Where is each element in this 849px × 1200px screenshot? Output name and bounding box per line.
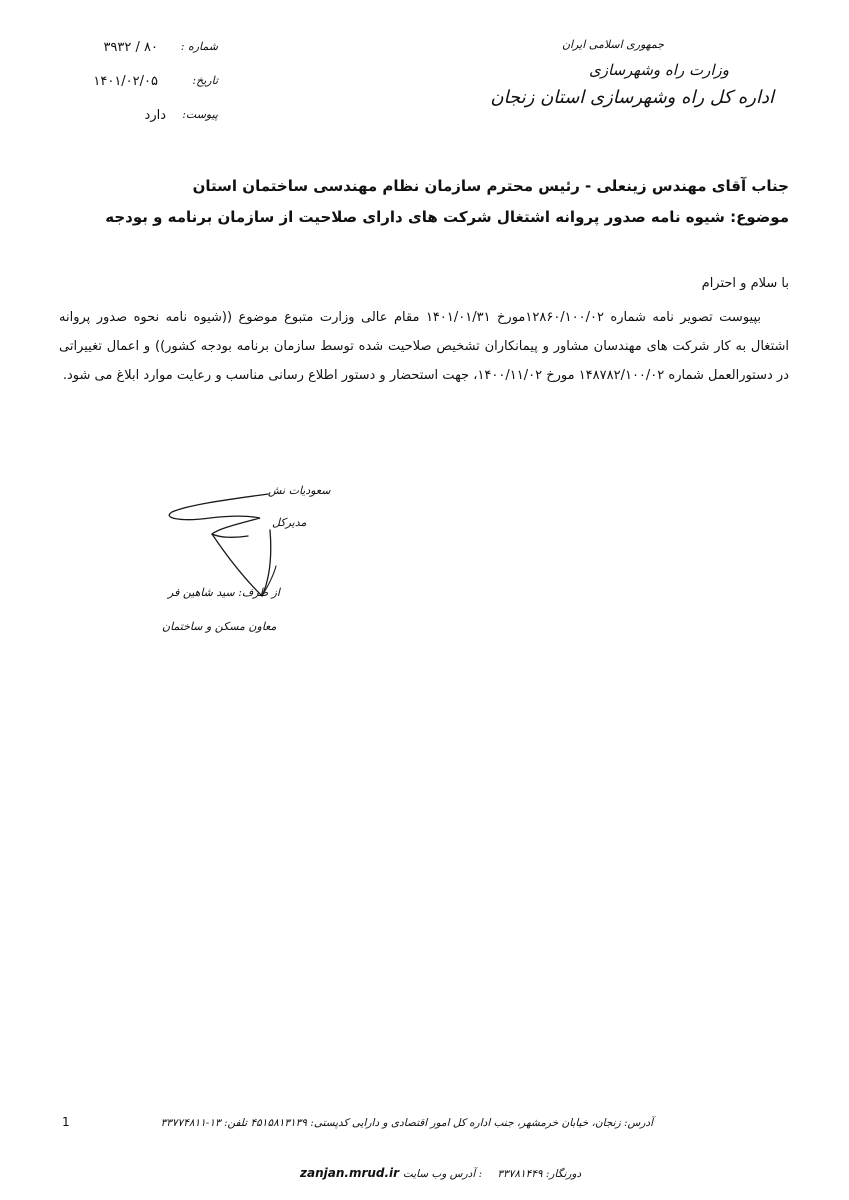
body-paragraph: بپیوست تصویر نامه شماره ۱۲۸۶۰/۱۰۰/۰۲مورخ ۱۴۰۱/۰۱/۳۱ مقام عالی وزارت متبوع موضوع ((شیوه نامه نحوه صدور پروانه اشتغال به کار شرکت های مهندسان مشاور و پیمانکاران تشخیص صلاحیت شده توسط سازمان برنامه بودجه کشور)) و اعمال تغییراتی در دستورالعمل شماره ۱۴۸۷۸۲/۱۰۰/۰۲ مورخ ۱۴۰۰/۱۱/۰۲، جهت استحضار و دستور اطلاع رسانی مناسب و رعایت موارد ابلاغ می شود. <box>59 310 789 383</box>
footer-address: آدرس: زنجان، خیابان خرمشهر، جنب اداره کل امور اقتصادی و دارایی کدپستی: ۴۵۱۵۸۱۳۱۳۹ تلفن: ۱۳-۳۳۷۷۴۸۱۱ <box>160 1117 653 1129</box>
meta-attachment-row <box>58 108 218 128</box>
letterhead-ministry: وزارت راه وشهرسازی <box>589 61 729 79</box>
letter-body <box>59 303 789 390</box>
footer-website-label: : آدرس وب سایت <box>402 1168 483 1180</box>
meta-date-row <box>58 74 218 94</box>
signature-block <box>150 478 350 648</box>
signature-on-behalf: از طرف: سید شاهین فر <box>168 586 280 599</box>
letterhead-country: جمهوری اسلامی ایران <box>561 38 664 51</box>
footer-web <box>300 1166 581 1180</box>
letterhead <box>454 38 774 108</box>
subject-line: موضوع: شیوه نامه صدور پروانه اشتغال شرکت های دارای صلاحیت از سازمان برنامه و بودجه <box>105 208 789 226</box>
meta-number-row <box>58 40 218 60</box>
signature-position: معاون مسکن و ساختمان <box>162 620 277 633</box>
addressee-line: جناب آقای مهندس زینعلی - رئیس محترم سازمان نظام مهندسی ساختمان استان <box>192 177 789 195</box>
meta-date-value: ۱۴۰۱/۰۲/۰۵ <box>93 74 158 89</box>
greeting: با سلام و احترام <box>701 276 789 291</box>
meta-number-value: ۸۰ / ۳۹۳۲ <box>103 40 158 55</box>
footer-fax: دورنگار: ۳۳۷۸۱۴۴۹ <box>497 1168 582 1180</box>
meta-number-label: شماره : <box>180 40 218 53</box>
page-number: 1 <box>62 1115 70 1129</box>
footer-website-url[interactable]: zanjan.mrud.ir <box>300 1166 400 1180</box>
meta-attachment-value: دارد <box>144 108 166 123</box>
letterhead-department: اداره کل راه وشهرسازی استان زنجان <box>490 87 774 108</box>
signature-title: مدیرکل <box>272 516 307 529</box>
meta-attachment-label: پیوست: <box>182 108 218 121</box>
signature-name: سعودیات نش <box>268 484 331 497</box>
meta-date-label: تاریخ: <box>192 74 218 87</box>
